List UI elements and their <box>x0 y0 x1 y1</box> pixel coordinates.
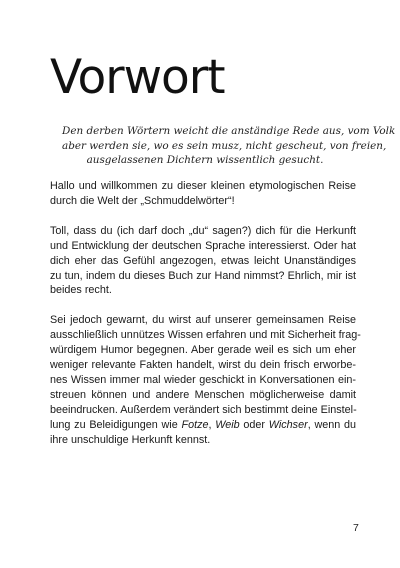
epigraph-line: aber werden sie, wo es sein musz, nicht gescheut, von freien, <box>62 139 387 152</box>
text-line: beeindrucken. Außerdem verändert sich bestimmt deine Einstel- <box>50 403 357 416</box>
paragraph-interest <box>50 224 356 299</box>
text-line: würdigem Humor begegnen. Aber gerade weil es sich um eher <box>50 344 356 357</box>
text-line: zu tun, indem du dieses Buch zur Hand nimmst? Ehrlich, mir ist <box>50 269 356 282</box>
emphasized-word: Wichser <box>268 418 308 431</box>
text-line: und Entwicklung der deutschen Sprache interessierst. Oder hat <box>50 239 356 252</box>
text-line: dich eher das Gefühl angezogen, etwas leicht Unanständiges <box>50 254 356 267</box>
epigraph-line: ausgelassenen Dichtern wissentlich gesucht. <box>86 154 324 167</box>
paragraph-greeting <box>50 179 356 209</box>
text-line: Toll, dass du (ich darf doch „du“ sagen?) dich für die Herkunft <box>50 224 356 237</box>
text-fragment: , <box>208 418 216 431</box>
epigraph-quote <box>62 124 396 168</box>
text-line: nes Wissen immer mal wieder geschickt in Konversationen ein- <box>50 373 356 386</box>
text-line: Sei jedoch gewarnt, du wirst auf unserer gemeinsamen Reise <box>50 314 356 327</box>
text-line: beides recht. <box>50 284 112 297</box>
text-line: ihre unschuldige Herkunft kennst. <box>50 433 211 446</box>
emphasized-word: Weib <box>215 418 240 431</box>
page-number: 7 <box>353 522 359 534</box>
chapter-title: Vorwort <box>50 50 225 105</box>
text-line: Hallo und willkommen zu dieser kleinen etymologischen Reise <box>50 180 356 192</box>
paragraph-warning <box>50 313 361 447</box>
text-fragment: , wenn du <box>307 418 357 431</box>
epigraph-line: Den derben Wörtern weicht die anständige Rede aus, vom Volk <box>62 125 396 137</box>
text-line: ausschließlich unnützes Wissen erfahren und mit Sicherheit frag- <box>50 329 361 342</box>
text-line: streuen können und andere Menschen möglicherweise damit <box>50 388 356 401</box>
text-fragment: lung zu Beleidigungen wie <box>50 418 182 431</box>
text-fragment: oder <box>239 418 269 431</box>
emphasized-word: Fotze <box>181 418 209 431</box>
text-line: weniger relevante Fakten handelt, wirst du dein frisch erworbe- <box>50 359 356 372</box>
text-line <box>50 418 356 433</box>
text-line: durch die Welt der „Schmuddelwörter“! <box>50 194 235 207</box>
body-text <box>50 179 361 463</box>
